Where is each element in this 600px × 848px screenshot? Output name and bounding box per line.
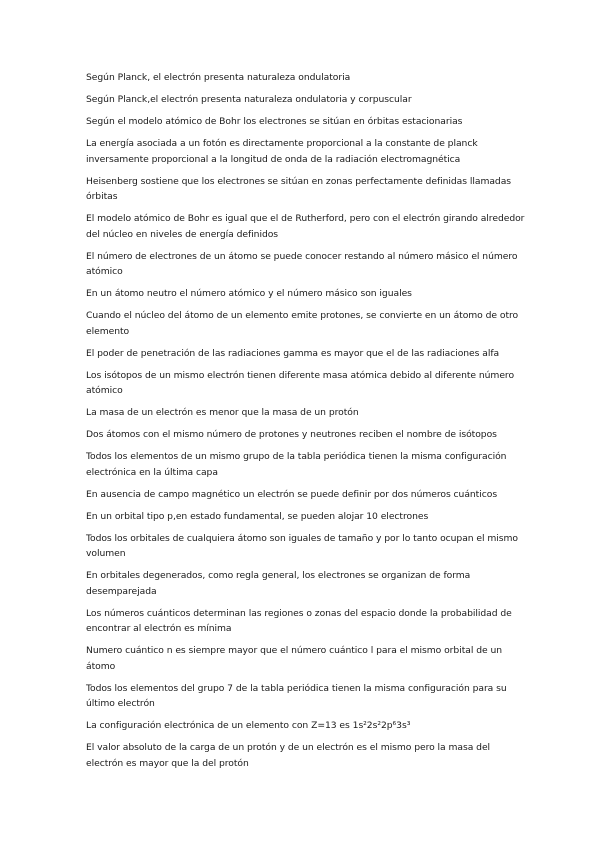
statement-4: La energía asociada a un fotón es directamente proporcional a la constante de planck inversamente proporcional a la longitud de onda de la radiación electromagnética	[86, 138, 478, 165]
statement-14: Todos los elementos de un mismo grupo de la tabla periódica tienen la misma configuración electrónica en la última capa	[86, 451, 507, 478]
statement-21: Todos los elementos del grupo 7 de la tabla periódica tienen la misma configuración para su último electrón	[86, 682, 507, 709]
statement-13: Dos átomos con el mismo número de protones y neutrones reciben el nombre de isótopos	[86, 429, 497, 440]
statement-19: Los números cuánticos determinan las regiones o zonas del espacio donde la probabilidad de encontrar al electrón es mínima	[86, 607, 512, 634]
statement-6: El modelo atómico de Bohr es igual que el de Rutherford, pero con el electrón girando alrededor del núcleo en niveles de energía definidos	[86, 213, 525, 240]
statement-15: En ausencia de campo magnético un electrón se puede definir por dos números cuánticos	[86, 488, 498, 500]
statement-2: Según Planck,el electrón presenta naturaleza ondulatoria y corpuscular	[86, 94, 412, 105]
statement-23: El valor absoluto de la carga de un protón y de un electrón es el mismo pero la masa del electrón es mayor que la del protón	[86, 742, 491, 769]
statement-12: La masa de un electrón es menor que la masa de un protón	[86, 407, 359, 418]
statement-3: Según el modelo atómico de Bohr los electrones se sitúan en órbitas estacionarias	[86, 116, 463, 127]
statement-20: Numero cuántico n es siempre mayor que el número cuántico l para el mismo orbital de un átomo	[86, 645, 503, 672]
statement-5: Heisenberg sostiene que los electrones se sitúan en zonas perfectamente definidas llamadas órbitas	[86, 175, 512, 202]
statement-22: La configuración electrónica de un elemento con Z=13 es 1s²2s²2p⁶3s³	[86, 720, 411, 731]
statement-1: Según Planck, el electrón presenta naturaleza ondulatoria	[86, 72, 351, 83]
statement-7: El número de electrones de un átomo se puede conocer restando al número másico el número atómico	[86, 250, 518, 277]
statement-11: Los isótopos de un mismo electrón tienen diferente masa atómica debido al diferente número atómico	[86, 369, 515, 396]
statement-18: En orbitales degenerados, como regla general, los electrones se organizan de forma desemparejada	[86, 570, 471, 597]
statement-10: El poder de penetración de las radiaciones gamma es mayor que el de las radiaciones alfa	[86, 347, 500, 359]
statement-list	[86, 70, 526, 778]
statement-9: Cuando el núcleo del átomo de un elemento emite protones, se convierte en un átomo de otro elemento	[86, 310, 519, 337]
statement-17: Todos los orbitales de cualquiera átomo son iguales de tamaño y por lo tanto ocupan el mismo volumen	[86, 532, 519, 559]
statement-16: En un orbital tipo p,en estado fundamental, se pueden alojar 10 electrones	[86, 510, 429, 522]
statement-8: En un átomo neutro el número atómico y el número másico son iguales	[86, 288, 412, 299]
